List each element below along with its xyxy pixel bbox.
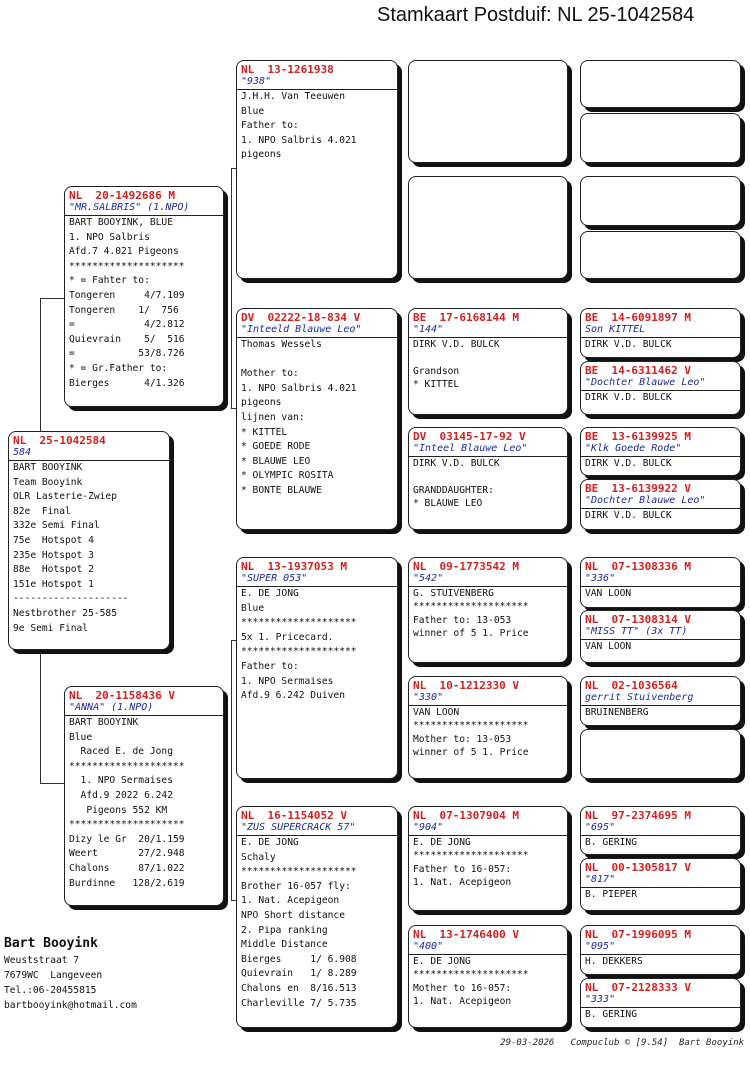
pigeon-info-line: Father to: 13-053 (413, 614, 512, 626)
gen5-card-fmmm[interactable] (580, 479, 741, 530)
pigeon-name: gerrit Stuivenberg (581, 692, 740, 706)
pigeon-info-line: winner of 5 1. Price (413, 627, 529, 639)
pigeon-info-line: * KITTEL (413, 378, 460, 390)
pigeon-name: "MR.SALBRIS" (1.NPO) (65, 202, 223, 216)
pigeon-info-line: Weert 27/2.948 (69, 848, 185, 860)
connector (231, 640, 232, 900)
ring-number: NL 09-1773542 M (413, 560, 519, 573)
ring-number: NL 13-1261938 (241, 63, 334, 76)
pigeon-info-line: Tongeren 4/7.109 (69, 289, 185, 301)
pigeon-info-line: 5x 1. Pricecard. (241, 631, 334, 643)
pigeon-info-line: Tongeren 1/ 756 (69, 304, 179, 316)
pigeon-name: "333" (581, 994, 740, 1008)
pigeon-name: Son KITTEL (581, 324, 740, 338)
pigeon-info-line: 1. NPO Salbris 4.021 (241, 382, 357, 394)
pigeon-info-line: Father to: (241, 120, 299, 132)
pigeon-info-line: * OLYMPIC ROSITA (241, 470, 334, 482)
connector (40, 298, 41, 432)
mother-card[interactable] (64, 686, 224, 906)
pigeon-info-line: winner of 5 1. Price (413, 746, 529, 758)
pigeon-info-line (409, 470, 567, 483)
ring-number: NL 07-1307904 M (413, 809, 519, 822)
pigeon-info-line: BART BOOYINK (69, 717, 139, 728)
pigeon-info-line: Chalons 87/1.022 (69, 862, 185, 874)
pigeon-info-line: Pigeons 552 KM (69, 804, 168, 816)
pigeon-info-line: -------------------- (13, 593, 129, 605)
connector (40, 651, 41, 783)
owner-postal: 7679WC Langeveen (4, 970, 103, 981)
pigeon-info-line: = 4/2.812 (69, 319, 185, 331)
pigeon-info-line: J.H.H. Van Teeuwen (241, 91, 345, 102)
pigeon-info-line: 82e Final (13, 505, 71, 517)
pigeon-info-line: 332e Semi Final (13, 520, 100, 532)
pigeon-name: "336" (581, 573, 740, 587)
mother-father-mother-card[interactable] (408, 676, 568, 779)
ring-number: NL 13-1937053 M (241, 560, 347, 573)
connector (40, 298, 64, 299)
pigeon-name: "695" (581, 822, 740, 836)
pigeon-info-line: ******************** (241, 617, 357, 629)
ffm-blank-card-1 (408, 60, 568, 163)
pigeon-info-line: Mother to: 13-053 (413, 733, 512, 745)
ring-number: NL 07-1308336 M (585, 560, 691, 573)
pigeon-info-line: * BONTE BLAUWE (241, 484, 322, 496)
ring-number: DV 02222-18-834 V (241, 311, 361, 324)
pigeon-name: "ANNA" (1.NPO) (65, 702, 223, 716)
pigeon-name: "904" (409, 822, 567, 836)
pigeon-info-line (409, 351, 567, 364)
pigeon-info-line: Charleville 7/ 5.735 (241, 997, 357, 1009)
gen5-card-mmmm[interactable] (580, 978, 741, 1028)
ring-number: NL 02-1036564 (585, 679, 678, 692)
gen5-card-mmmf[interactable] (580, 925, 741, 975)
gen5-card-fmfm[interactable] (580, 361, 741, 415)
pigeon-info-line: BART BOOYINK (13, 462, 83, 473)
pigeon-info-line: Quievrain 1/ 8.289 (241, 968, 357, 980)
owner-email[interactable]: bartbooyink@hotmail.com (4, 1000, 137, 1011)
ring-number: NL 07-1308314 V (585, 613, 691, 626)
pigeon-info-line: ******************** (413, 720, 529, 732)
gen5-card-mfmf[interactable] (580, 676, 741, 726)
mother-father-father-card[interactable] (408, 557, 568, 663)
pigeon-name: "Inteeld Blauwe Leo" (237, 324, 397, 338)
pigeon-info-line: 1. NPO Sermaises (69, 775, 173, 787)
pigeon-info-line: B. PIEPER (585, 889, 637, 900)
pigeon-info-line: * BLAUWE LEO (413, 497, 483, 509)
pigeon-info-line: ******************** (413, 601, 529, 613)
pigeon-name: "Dochter Blauwe Leo" (581, 377, 740, 391)
pigeon-info-line: Brother 16-057 fly: (241, 880, 351, 892)
pigeon-info-line: 235e Hotspot 3 (13, 549, 94, 561)
pigeon-info-line: Mother to 16-057: (413, 982, 512, 994)
pigeon-info-line: 1. NPO Salbris 4.021 (241, 134, 357, 146)
pigeon-name: "330" (409, 692, 567, 706)
pigeon-info-line: = 53/8.726 (69, 348, 185, 360)
pigeon-info-line (237, 353, 397, 368)
pigeon-info-line: lijnen van: (241, 411, 305, 423)
connector (40, 783, 64, 784)
pigeon-info-line: ******************** (241, 866, 357, 878)
pigeon-info-line: Bierges 1/ 6.908 (241, 953, 357, 965)
ring-number: BE 14-6311462 V (585, 364, 691, 377)
pigeon-name: "Klk Goede Rode" (581, 443, 740, 457)
ring-number: BE 14-6091897 M (585, 311, 691, 324)
pigeon-info-line: B. GERING (585, 837, 637, 848)
father-mother-mother-card[interactable] (408, 427, 568, 530)
pigeon-info-line: Father to 16-057: (413, 863, 512, 875)
pigeon-info-line: NPO Short distance (241, 909, 345, 921)
pigeon-info-line: DIRK V.D. BULCK (585, 458, 672, 469)
pigeon-info-line: DIRK V.D. BULCK (585, 392, 672, 403)
ffm-blank-card-2 (408, 176, 568, 279)
pigeon-info-line: Team Booyink (13, 476, 83, 488)
pigeon-info-line: Quievrain 5/ 516 (69, 333, 185, 345)
pigeon-info-line: VAN LOON (585, 641, 632, 652)
pigeon-info-line: BRUINENBERG (585, 707, 649, 718)
pigeon-info-line: VAN LOON (413, 707, 460, 718)
pigeon-name: "095" (581, 941, 740, 955)
ring-number: NL 10-1212330 V (413, 679, 519, 692)
gen5-card-mmfm[interactable] (580, 858, 741, 911)
pigeon-info-line: 75e Hotspot 4 (13, 534, 94, 546)
ring-number: NL 16-1154052 V (241, 809, 347, 822)
pigeon-info-line: E. DE JONG (241, 588, 299, 599)
pigeon-info-line: GRANDDAUGHTER: (413, 484, 494, 496)
pigeon-info-line: Father to: (241, 660, 299, 672)
ring-number: BE 13-6139925 M (585, 430, 691, 443)
pigeon-name: "817" (581, 874, 740, 888)
gen5-blank-card-2 (580, 113, 741, 163)
mother-mother-mother-card[interactable] (408, 925, 568, 1028)
pigeon-info-line: BART BOOYINK, BLUE (69, 217, 173, 228)
ring-number: NL 07-1996095 M (585, 928, 691, 941)
owner-name: Bart Booyink (4, 936, 98, 951)
gen5-card-mffm[interactable] (580, 610, 741, 663)
pigeon-name: "Dochter Blauwe Leo" (581, 495, 740, 509)
pigeon-info-line: 1. Nat. Acepigeon (413, 876, 512, 888)
gen5-blank-card-4 (580, 231, 741, 279)
pigeon-name: "Inteel Blauwe Leo" (409, 443, 567, 457)
pigeon-info-line: DIRK V.D. BULCK (585, 339, 672, 350)
pigeon-info-line: ******************** (241, 646, 357, 658)
ring-number: NL 00-1305817 V (585, 861, 691, 874)
pigeon-info-line: Middle Distance (241, 939, 328, 951)
pigeon-info-line: 88e Hotspot 2 (13, 564, 94, 576)
pigeon-info-line: pigeons (241, 397, 282, 409)
pigeon-info-line: Blue (69, 731, 93, 743)
pigeon-info-line: 2. Pipa ranking (241, 924, 328, 936)
pigeon-info-line: Afd.7 4.021 Pigeons (69, 246, 179, 258)
father-father-card[interactable] (236, 60, 398, 279)
pigeon-info-line: B. GERING (585, 1009, 637, 1020)
pigeon-info-line: ******************** (413, 969, 529, 981)
pigeon-info-line: Chalons en 8/16.513 (241, 982, 357, 994)
ring-number: BE 17-6168144 M (413, 311, 519, 324)
pigeon-info-line: Raced E. de Jong (69, 746, 173, 758)
ring-number: NL 20-1492686 M (69, 189, 175, 202)
pigeon-info-line: ******************** (69, 819, 185, 831)
pigeon-info-line: E. DE JONG (413, 956, 471, 967)
gen5-card-fmff[interactable] (580, 308, 741, 358)
gen5-card-fmmf[interactable] (580, 427, 741, 476)
gen5-card-mfff[interactable] (580, 557, 741, 608)
pigeon-info-line: DIRK V.D. BULCK (585, 510, 672, 521)
pigeon-info-line: 151e Hotspot 1 (13, 578, 94, 590)
pigeon-info-line: OLR Lasterie-Zwiep (13, 491, 117, 503)
pigeon-info-line: Afd.9 6.242 Duiven (241, 690, 345, 702)
pigeon-name: "400" (409, 941, 567, 955)
pigeon-info-line: DIRK V.D. BULCK (413, 458, 500, 469)
pigeon-info-line: Grandson (413, 365, 460, 377)
pigeon-info-line: Dizy le Gr 20/1.159 (69, 833, 185, 845)
page-title: Stamkaart Postduif: NL 25-1042584 (377, 4, 695, 26)
pigeon-name: "MISS TT" (3x TT) (581, 626, 740, 640)
pigeon-info-line: VAN LOON (585, 588, 632, 599)
owner-phone: Tel.:06-20455815 (4, 985, 97, 996)
pigeon-info-line: G. STUIVENBERG (413, 588, 494, 599)
pigeon-info-line: Burdinne 128/2.619 (69, 877, 185, 889)
connector (231, 168, 232, 408)
pigeon-info-line: Mother to: (241, 368, 299, 380)
owner-address: Weuststraat 7 (4, 955, 80, 966)
pigeon-info-line: pigeons (241, 149, 282, 161)
gen5-card-mmff[interactable] (580, 806, 741, 855)
pigeon-info-line: * GOEDE RODE (241, 441, 311, 453)
pigeon-info-line: * KITTEL (241, 426, 288, 438)
owner-info (4, 935, 137, 1013)
pigeon-info-line: 1. NPO Sermaises (241, 675, 334, 687)
pigeon-name: "144" (409, 324, 567, 338)
mother-father-card[interactable] (236, 557, 398, 779)
pigeon-info-line: 1. NPO Salbris (69, 231, 150, 243)
pigeon-info-line: Blue (241, 602, 265, 614)
subject-pigeon-card[interactable] (8, 431, 170, 650)
father-mother-father-card[interactable] (408, 308, 568, 415)
pigeon-name: 584 (9, 447, 169, 461)
pigeon-info-line: * = Gr.Father to: (69, 362, 168, 374)
father-card[interactable] (64, 186, 224, 407)
ring-number: NL 20-1158436 V (69, 689, 175, 702)
ring-number: NL 25-1042584 (13, 434, 106, 447)
father-mother-card[interactable] (236, 308, 398, 530)
pigeon-name: "938" (237, 76, 397, 90)
pigeon-info-line: 1. Nat. Acepigeon (413, 995, 512, 1007)
pigeon-info-line: E. DE JONG (241, 837, 299, 848)
pigeon-name: "ZUS SUPERCRACK 57" (237, 822, 397, 836)
ring-number: NL 97-2374695 M (585, 809, 691, 822)
pigeon-info-line: 1. Nat. Acepigeon (241, 895, 340, 907)
gen5-blank-card-3 (580, 176, 741, 226)
ring-number: DV 03145-17-92 V (413, 430, 526, 443)
pigeon-info-line: DIRK V.D. BULCK (413, 339, 500, 350)
pigeon-name: "542" (409, 573, 567, 587)
pigeon-info-line: ******************** (69, 760, 185, 772)
gen5-blank-card-5 (580, 729, 741, 779)
ring-number: BE 13-6139922 V (585, 482, 691, 495)
pigeon-info-line: Schaly (241, 851, 276, 863)
pigeon-info-line: Bierges 4/1.326 (69, 377, 185, 389)
ring-number: NL 07-2128333 V (585, 981, 691, 994)
mother-mother-card[interactable] (236, 806, 398, 1028)
pigeon-name: "SUPER 053" (237, 573, 397, 587)
pigeon-info-line: ******************** (413, 850, 529, 862)
pigeon-info-line: Afd.9 2022 6.242 (69, 789, 173, 801)
pigeon-info-line: * BLAUWE LEO (241, 455, 311, 467)
pigeon-info-line: * = Fahter to: (69, 275, 150, 287)
pigeon-info-line: H. DEKKERS (585, 956, 643, 967)
pigeon-info-line: Nestbrother 25-585 (13, 607, 117, 619)
footer-credits: 29-03-2026 Compuclub © [9.54] Bart Booyink (500, 1038, 744, 1048)
pigeon-info-line: 9e Semi Final (13, 622, 89, 634)
pigeon-info-line: ******************** (69, 260, 185, 272)
mother-mother-father-card[interactable] (408, 806, 568, 911)
gen5-blank-card-1 (580, 60, 741, 108)
pigeon-info-line: Thomas Wessels (241, 339, 322, 350)
pigeon-info-line: Blue (241, 105, 265, 117)
pigeon-info-line: E. DE JONG (413, 837, 471, 848)
ring-number: NL 13-1746400 V (413, 928, 519, 941)
